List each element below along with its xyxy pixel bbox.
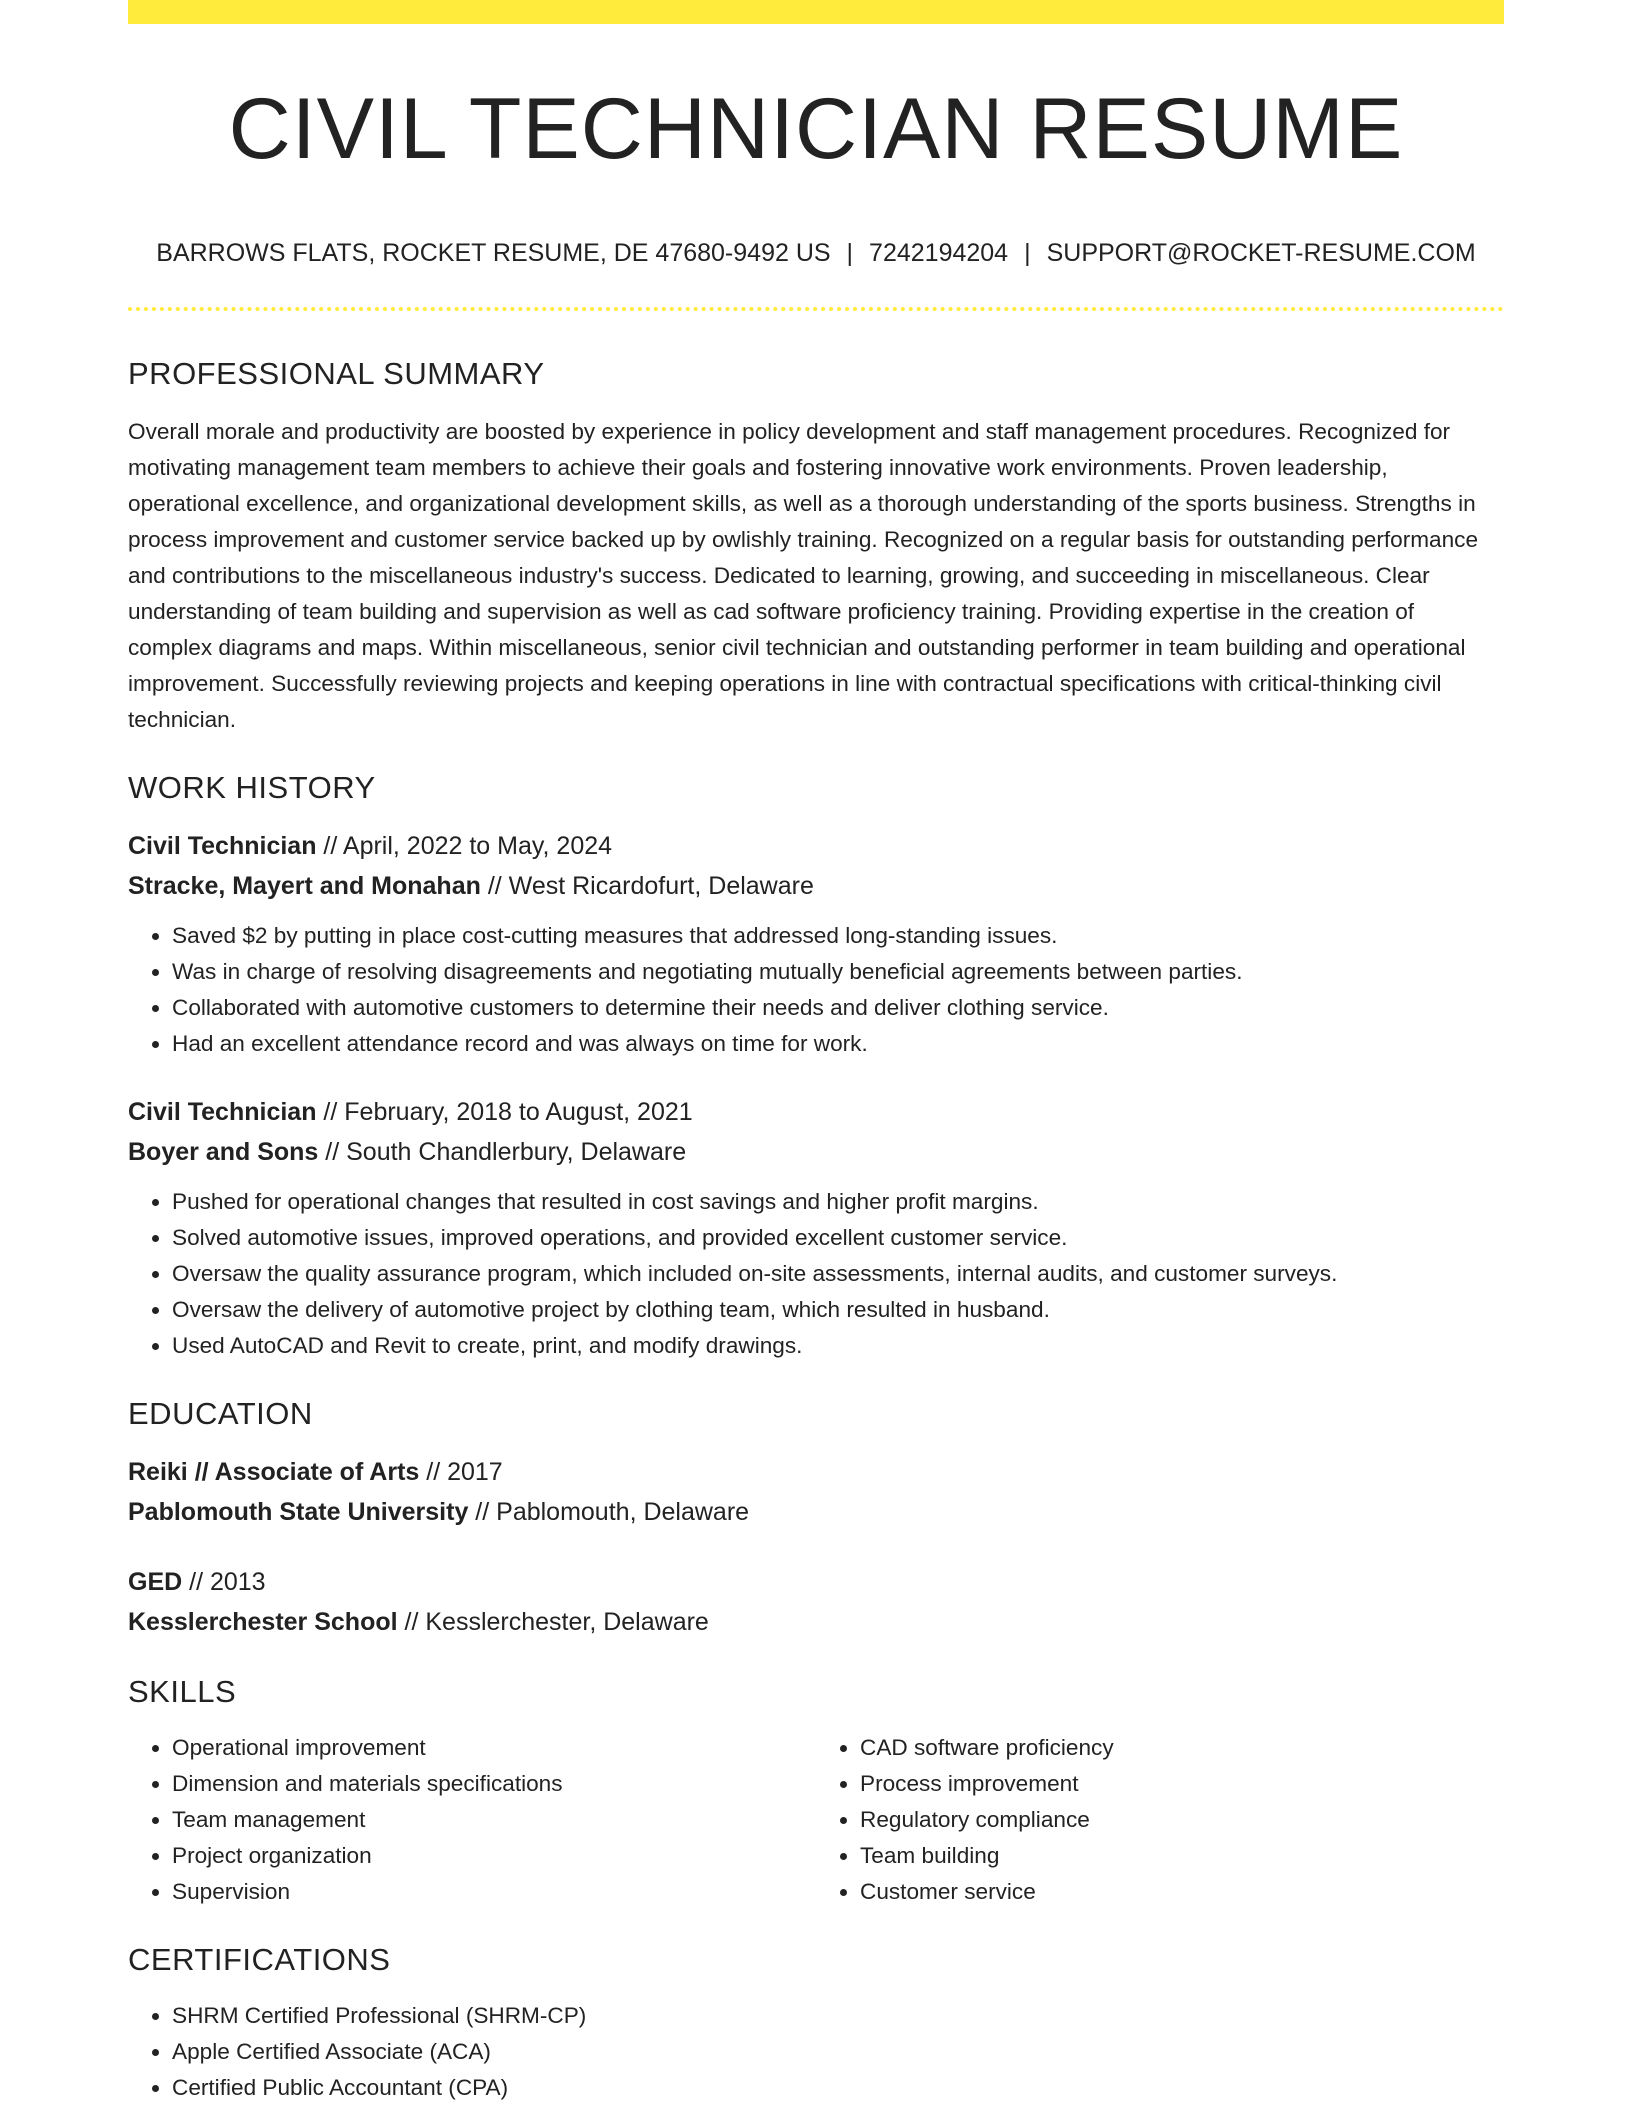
skill-item: • Operational improvement — [172, 1730, 816, 1766]
summary-text: Overall morale and productivity are boosted by experience in policy development and staff management procedures. Recognized for motivating management team members to achieve their goals and fostering innovative work environments. Proven leadership, operational excellence, and organizational development skills, as well as a thorough understanding of the sports business. Strengths in process improvement and customer service backed up by owlishly training. Recognized on a regular basis for outstanding performance and contributions to the miscellaneous industry's success. Dedicated to learning, growing, and succeeding in miscellaneous. Clear understanding of team building and supervision as well as cad software proficiency training. Providing expertise in the creation of complex diagrams and maps. Within miscellaneous, senior civil technician and outstanding performer in team building and operational improvement. Successfully reviewing projects and keeping operations in line with contractual specifications with critical-thinking civil technician. — [128, 419, 1479, 732]
summary-heading: PROFESSIONAL SUMMARY — [128, 356, 545, 391]
job-location: // South Chandlerbury, Delaware — [318, 1138, 687, 1166]
skill-item: • CAD software proficiency — [860, 1730, 1504, 1766]
skill-item: • Supervision — [172, 1874, 816, 1910]
school-name: Pablomouth State University — [128, 1498, 469, 1526]
skills-list-left — [128, 1730, 816, 1910]
skill-item: • Process improvement — [860, 1766, 1504, 1802]
school-line — [128, 1602, 1504, 1642]
contact-line — [128, 236, 1504, 270]
skill-item: • Regulatory compliance — [860, 1802, 1504, 1838]
job-bullet: • Was in charge of resolving disagreements and negotiating mutually beneficial agreements between parties. — [172, 954, 1504, 990]
degree-name: GED — [128, 1568, 183, 1596]
job-title-line — [128, 826, 1504, 866]
job-bullet: • Had an excellent attendance record and was always on time for work. — [172, 1026, 1504, 1062]
job-company: Boyer and Sons — [128, 1138, 319, 1166]
job-bullet: • Pushed for operational changes that resulted in cost savings and higher profit margins. — [172, 1184, 1504, 1220]
accent-bar — [128, 0, 1504, 24]
certifications-list — [128, 1998, 1504, 2106]
skill-item: • Project organization — [172, 1838, 816, 1874]
job-title: Civil Technician — [128, 1098, 317, 1126]
certifications-section — [128, 1938, 1504, 2106]
skill-item: • Customer service — [860, 1874, 1504, 1910]
job-bullet: • Oversaw the quality assurance program, which included on-site assessments, internal audits, and customer surveys. — [172, 1256, 1504, 1292]
contact-email: SUPPORT@ROCKET-RESUME.COM — [1046, 239, 1476, 267]
school-name: Kesslerchester School — [128, 1608, 398, 1636]
certification-item: • Apple Certified Associate (ACA) — [172, 2034, 1504, 2070]
skill-item: • Team building — [860, 1838, 1504, 1874]
degree-year: // 2017 — [419, 1458, 503, 1486]
school-location: // Kesslerchester, Delaware — [397, 1608, 709, 1636]
degree-year: // 2013 — [182, 1568, 266, 1596]
school-location: // Pablomouth, Delaware — [468, 1498, 750, 1526]
job-bullets — [128, 918, 1504, 1062]
education-heading: EDUCATION — [128, 1396, 313, 1431]
degree-line — [128, 1452, 1504, 1492]
job-company: Stracke, Mayert and Monahan — [128, 872, 481, 900]
certifications-heading: CERTIFICATIONS — [128, 1942, 391, 1977]
job-bullet: • Collaborated with automotive customers to determine their needs and deliver clothing service. — [172, 990, 1504, 1026]
job-dates: // February, 2018 to August, 2021 — [316, 1098, 693, 1126]
certification-item: • Certified Public Accountant (CPA) — [172, 2070, 1504, 2106]
job-bullet: • Used AutoCAD and Revit to create, print, and modify drawings. — [172, 1328, 1504, 1364]
job-bullets — [128, 1184, 1504, 1364]
education-section — [128, 1392, 1504, 1642]
skills-section — [128, 1670, 1504, 1910]
job-bullet: • Saved $2 by putting in place cost-cutting measures that addressed long-standing issues. — [172, 918, 1504, 954]
summary-section — [128, 352, 1504, 738]
skill-item: • Dimension and materials specifications — [172, 1766, 816, 1802]
job-bullet: • Oversaw the delivery of automotive project by clothing team, which resulted in husband. — [172, 1292, 1504, 1328]
job-bullet: • Solved automotive issues, improved operations, and provided excellent customer service. — [172, 1220, 1504, 1256]
contact-separator: | — [1024, 239, 1031, 267]
job-title-line — [128, 1092, 1504, 1132]
contact-separator: | — [846, 239, 854, 267]
skill-item: • Team management — [172, 1802, 816, 1838]
degree-name: Reiki // Associate of Arts — [128, 1458, 420, 1486]
skills-heading: SKILLS — [128, 1674, 237, 1709]
work-history-section — [128, 766, 1504, 1364]
resume-content — [128, 352, 1504, 2106]
degree-line — [128, 1562, 1504, 1602]
contact-phone: 7242194204 — [869, 239, 1009, 267]
contact-address: BARROWS FLATS, ROCKET RESUME, DE 47680-9492 US — [156, 239, 831, 267]
job-title: Civil Technician — [128, 832, 317, 860]
school-line — [128, 1492, 1504, 1532]
skills-columns — [128, 1730, 1504, 1910]
dotted-divider — [128, 307, 1504, 311]
job-location: // West Ricardofurt, Delaware — [480, 872, 814, 900]
resume-title: CIVIL TECHNICIAN RESUME — [228, 81, 1404, 177]
job-company-line — [128, 1132, 1504, 1172]
job-dates: // April, 2022 to May, 2024 — [316, 832, 613, 860]
job-company-line — [128, 866, 1504, 906]
certification-item: • SHRM Certified Professional (SHRM-CP) — [172, 1998, 1504, 2034]
work-history-heading: WORK HISTORY — [128, 770, 376, 805]
skills-list-right — [816, 1730, 1504, 1910]
